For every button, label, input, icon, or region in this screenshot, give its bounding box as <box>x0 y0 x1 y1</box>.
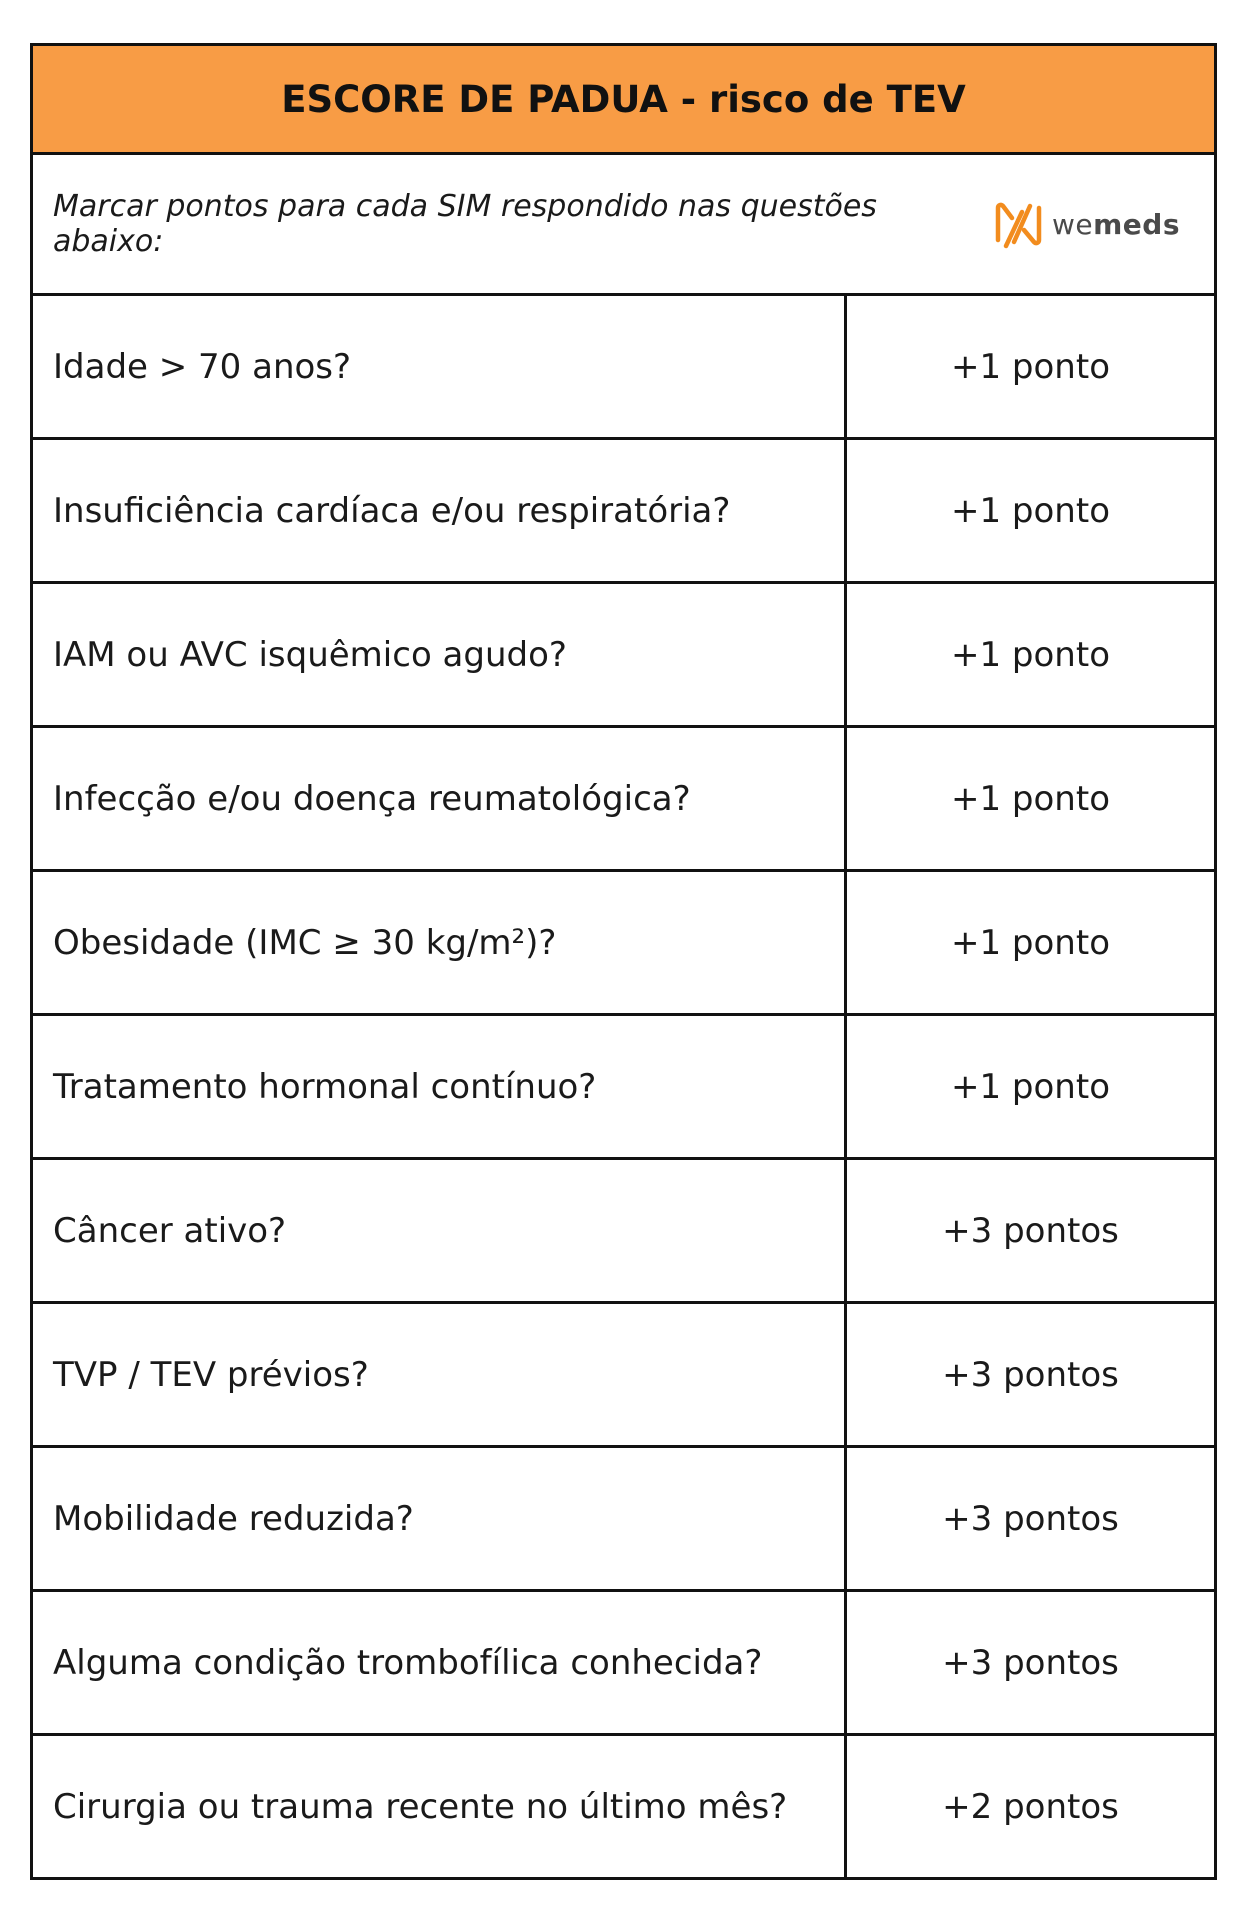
question-cell: Tratamento hormonal contínuo? <box>33 1016 847 1157</box>
question-cell: Obesidade (IMC ≥ 30 kg/m²)? <box>33 872 847 1013</box>
question-cell: IAM ou AVC isquêmico agudo? <box>33 584 847 725</box>
table-row <box>33 1592 1214 1736</box>
question-cell: Câncer ativo? <box>33 1160 847 1301</box>
wemeds-logo-text: wemeds <box>1051 207 1180 241</box>
points-cell: +1 ponto <box>951 922 1110 963</box>
points-cell: +3 pontos <box>942 1210 1119 1251</box>
table-row <box>33 1016 1214 1160</box>
points-cell: +1 ponto <box>951 1066 1110 1107</box>
wemeds-logo <box>992 196 1180 252</box>
table-row <box>33 440 1214 584</box>
table-row <box>33 728 1214 872</box>
points-cell: +3 pontos <box>942 1354 1119 1395</box>
instruction-row <box>33 155 1214 296</box>
points-cell: +2 pontos <box>942 1786 1119 1827</box>
table-row <box>33 1448 1214 1592</box>
question-cell: Infecção e/ou doença reumatológica? <box>33 728 847 869</box>
wemeds-logo-icon <box>992 196 1044 252</box>
table-title: ESCORE DE PADUA - risco de TEV <box>33 46 1214 155</box>
question-cell: Mobilidade reduzida? <box>33 1448 847 1589</box>
table-row <box>33 1736 1214 1877</box>
padua-score-table <box>30 43 1217 1880</box>
question-cell: Cirurgia ou trauma recente no último mês? <box>33 1736 847 1877</box>
points-cell: +3 pontos <box>942 1498 1119 1539</box>
points-cell: +1 ponto <box>951 634 1110 675</box>
table-row <box>33 584 1214 728</box>
points-cell: +1 ponto <box>951 778 1110 819</box>
table-row <box>33 1304 1214 1448</box>
question-cell: Insuficiência cardíaca e/ou respiratória? <box>33 440 847 581</box>
table-row <box>33 296 1214 440</box>
points-cell: +1 ponto <box>951 346 1110 387</box>
points-cell: +3 pontos <box>942 1642 1119 1683</box>
instruction-text: Marcar pontos para cada SIM respondido nas questões abaixo: <box>53 189 877 259</box>
question-cell: Idade > 70 anos? <box>33 296 847 437</box>
points-cell: +1 ponto <box>951 490 1110 531</box>
question-cell: TVP / TEV prévios? <box>33 1304 847 1445</box>
table-row <box>33 872 1214 1016</box>
table-row <box>33 1160 1214 1304</box>
question-cell: Alguma condição trombofílica conhecida? <box>33 1592 847 1733</box>
